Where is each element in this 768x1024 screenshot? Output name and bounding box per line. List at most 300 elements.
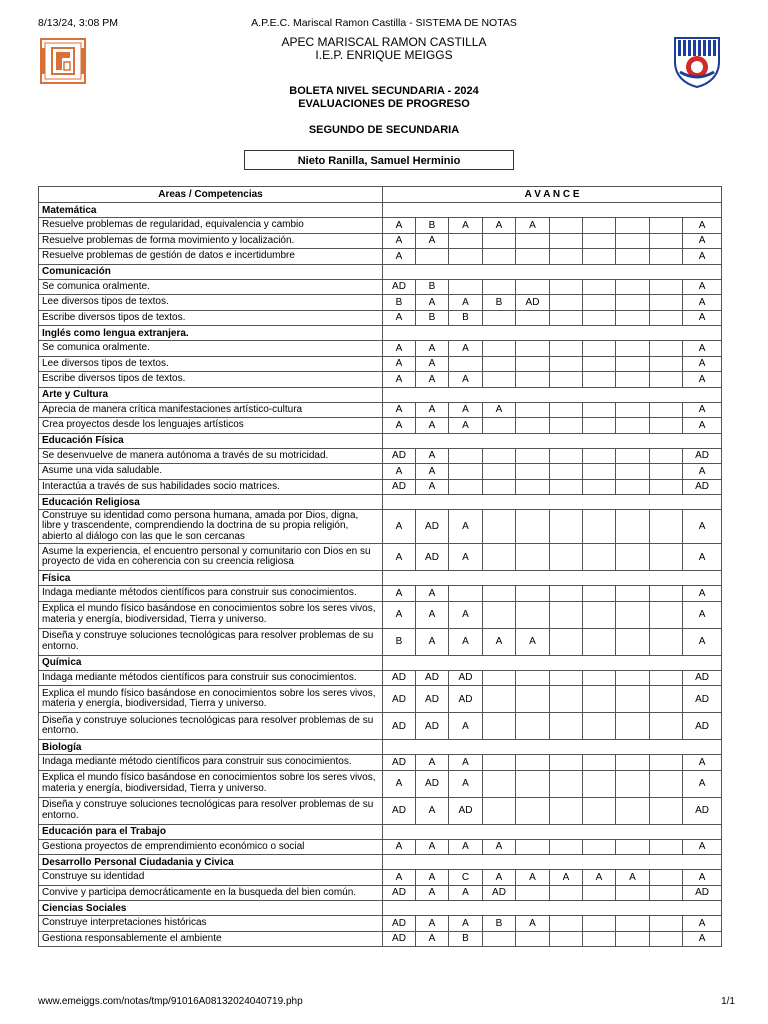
grade-cell [650,755,683,771]
grade-cell [483,931,516,947]
grade-cell: A [383,418,416,434]
grade-cell [583,931,616,947]
grade-cell: A [449,341,483,357]
grade-cell [583,372,616,388]
grade-cell [616,279,650,295]
competency-row [39,686,722,713]
grade-cell: AD [416,670,449,686]
grade-cell [650,586,683,602]
grade-cell: AD [383,885,416,901]
grade-cell [516,479,550,495]
grade-cell [583,310,616,326]
grade-cell: A [449,628,483,655]
grades-table [38,186,722,947]
grade-cell [583,510,616,544]
grade-cell [616,418,650,434]
grade-cell [550,233,583,249]
grade-cell: A [383,510,416,544]
grade-cell: A [416,233,449,249]
grade-cell [516,670,550,686]
grade-cell [550,218,583,234]
grade-cell [516,797,550,824]
grade-cell: AD [416,713,449,740]
grade-cell [650,870,683,886]
grade-cell [650,839,683,855]
grade-cell [583,755,616,771]
area-name: Matemática [39,203,383,218]
grade-cell: B [483,295,516,311]
grade-cell: A [449,402,483,418]
print-page-title: A.P.E.C. Mariscal Ramon Castilla - SISTEMA DE NOTAS [251,17,517,29]
grade-cell: A [416,870,449,886]
area-row [39,740,722,755]
grade-cell [483,279,516,295]
area-row-blank [383,824,722,839]
grade-cell [550,755,583,771]
grade-cell [583,341,616,357]
grade-cell: A [416,479,449,495]
header-avance: A V A N C E [383,187,722,203]
competency-row [39,755,722,771]
grade-cell: A [416,885,449,901]
area-row-blank [383,655,722,670]
grade-cell: A [583,870,616,886]
grade-cell [583,218,616,234]
grade-cell [516,544,550,571]
grade-cell [516,310,550,326]
grade-cell [550,372,583,388]
grade-cell: B [449,931,483,947]
grade-cell [650,372,683,388]
grade-cell: A [416,839,449,855]
grade-cell [650,916,683,932]
competency-row [39,797,722,824]
competency-name: Indaga mediante métodos científicos para construir sus conocimientos. [39,586,383,602]
school-subname: I.E.P. ENRIQUE MEIGGS [315,48,453,62]
grade-cell: A [383,464,416,480]
grade-cell [650,686,683,713]
competency-row [39,402,722,418]
grade-cell [583,479,616,495]
grade-cell: AD [383,479,416,495]
area-name: Comunicación [39,264,383,279]
grade-cell [616,670,650,686]
grade-cell [516,372,550,388]
grade-cell: AD [516,295,550,311]
grade-cell [583,839,616,855]
grade-cell [550,686,583,713]
grade-cell: A [383,601,416,628]
final-grade-cell: AD [683,797,722,824]
grade-cell [650,295,683,311]
grade-cell [583,601,616,628]
grade-cell: A [383,770,416,797]
grade-cell: A [449,544,483,571]
grade-cell [583,544,616,571]
grade-cell [516,448,550,464]
area-row [39,571,722,586]
grade-cell: AD [416,686,449,713]
header-areas-competencias: Areas / Competencias [39,187,383,203]
grade-cell [516,464,550,480]
grade-cell [483,249,516,265]
competency-name: Lee diversos tipos de textos. [39,295,383,311]
grade-cell [650,770,683,797]
competency-row [39,670,722,686]
final-grade-cell: A [683,931,722,947]
grade-cell: AD [416,544,449,571]
grade-cell: AD [383,670,416,686]
area-row-blank [383,203,722,218]
grade-cell [550,402,583,418]
grade-cell [483,510,516,544]
grade-cell [650,797,683,824]
grade-cell: AD [383,916,416,932]
grade-cell: B [416,218,449,234]
grade-cell [583,295,616,311]
grade-cell [550,544,583,571]
area-row-blank [383,326,722,341]
grade-cell: A [449,601,483,628]
final-grade-cell: A [683,356,722,372]
competency-row [39,218,722,234]
grade-cell [483,601,516,628]
grade-cell: A [383,356,416,372]
competency-name: Construye interpretaciones históricas [39,916,383,932]
grade-cell: A [416,341,449,357]
grade-cell [483,464,516,480]
footer-page-number: 1/1 [721,996,735,1007]
grade-cell: AD [383,279,416,295]
area-row [39,824,722,839]
footer-url: www.emeiggs.com/notas/tmp/91016A08132024040719.php [38,996,303,1007]
grade-cell: AD [416,770,449,797]
grade-cell [483,479,516,495]
grade-cell [550,670,583,686]
competency-name: Diseña y construye soluciones tecnológicas para resolver problemas de su entorno. [39,797,383,824]
grade-cell [583,233,616,249]
grade-cell [483,372,516,388]
competency-row [39,249,722,265]
final-grade-cell: A [683,544,722,571]
final-grade-cell: A [683,341,722,357]
final-grade-cell: AD [683,448,722,464]
grade-cell: A [383,341,416,357]
competency-name: Construye su identidad [39,870,383,886]
grade-cell [616,233,650,249]
final-grade-cell: A [683,295,722,311]
grade-cell [550,931,583,947]
grade-cell [550,356,583,372]
grade-cell [650,479,683,495]
grade-cell [483,797,516,824]
competency-row [39,464,722,480]
area-row [39,326,722,341]
competency-name: Asume la experiencia, el encuentro personal y comunitario con Dios en su proyecto de vida en coherencia con su creencia religiosa [39,544,383,571]
grade-cell [516,402,550,418]
grade-cell: A [383,402,416,418]
grade-cell: A [383,839,416,855]
grade-cell [616,686,650,713]
grade-cell: A [416,372,449,388]
final-grade-cell: A [683,233,722,249]
grade-cell: B [483,916,516,932]
competency-row [39,356,722,372]
grade-cell [550,418,583,434]
grade-cell [516,713,550,740]
grade-cell [616,916,650,932]
grade-cell: B [449,310,483,326]
grade-cell [616,218,650,234]
grade-cell [583,686,616,713]
grade-cell: A [616,870,650,886]
grade-cell [516,755,550,771]
area-row-blank [383,433,722,448]
grade-cell [516,770,550,797]
grade-cell [650,448,683,464]
grade-cell [650,713,683,740]
grade-cell [583,464,616,480]
area-row [39,655,722,670]
grade-cell [616,356,650,372]
area-name: Química [39,655,383,670]
grade-cell [616,755,650,771]
grade-cell [616,448,650,464]
grade-cell [550,310,583,326]
grade-cell: A [449,713,483,740]
grade-cell [550,586,583,602]
grade-cell [616,310,650,326]
grade-cell [650,249,683,265]
grade-cell: A [416,418,449,434]
final-grade-cell: A [683,249,722,265]
competency-name: Asume una vida saludable. [39,464,383,480]
grade-cell [550,770,583,797]
competency-name: Se comunica oralmente. [39,341,383,357]
grade-cell [616,402,650,418]
area-row-blank [383,387,722,402]
final-grade-cell: A [683,279,722,295]
grade-cell [616,464,650,480]
final-grade-cell: A [683,310,722,326]
final-grade-cell: AD [683,713,722,740]
grade-cell: AD [383,797,416,824]
grade-cell [449,356,483,372]
grade-cell [583,402,616,418]
grade-cell [516,601,550,628]
area-name: Desarrollo Personal Ciudadania y Civica [39,855,383,870]
grade-cell: A [416,797,449,824]
grade-cell [650,218,683,234]
competency-name: Se desenvuelve de manera autónoma a través de su motricidad. [39,448,383,464]
competency-name: Se comunica oralmente. [39,279,383,295]
grade-cell: A [416,448,449,464]
final-grade-cell: A [683,586,722,602]
grade-cell [583,885,616,901]
grade-cell [650,279,683,295]
grade-cell [616,770,650,797]
competency-row [39,372,722,388]
grade-cell [616,628,650,655]
grade-cell [550,341,583,357]
grade-cell [550,839,583,855]
competency-name: Explica el mundo físico basándose en conocimientos sobre los seres vivos, materia y energía, biodiversidad, Tierra y universo. [39,601,383,628]
grade-cell [583,356,616,372]
competency-name: Resuelve problemas de forma movimiento y localización. [39,233,383,249]
final-grade-cell: AD [683,686,722,713]
grade-cell [650,356,683,372]
area-row [39,495,722,510]
grade-cell [550,510,583,544]
competency-name: Escribe diversos tipos de textos. [39,310,383,326]
area-row [39,387,722,402]
grade-cell: B [383,628,416,655]
grade-cell: A [516,870,550,886]
competency-row [39,885,722,901]
grade-cell [616,713,650,740]
grade-cell [416,249,449,265]
grade-cell [583,586,616,602]
grade-cell: A [383,310,416,326]
final-grade-cell: A [683,755,722,771]
competency-name: Gestiona responsablemente el ambiente [39,931,383,947]
competency-row [39,628,722,655]
grade-cell [483,544,516,571]
grade-cell [550,885,583,901]
grade-cell: AD [383,448,416,464]
grade-cell [483,356,516,372]
grade-cell [650,310,683,326]
grade-cell [616,931,650,947]
grade-cell [616,839,650,855]
grade-cell [483,310,516,326]
grade-cell [616,341,650,357]
area-row-blank [383,740,722,755]
grade-cell: A [383,544,416,571]
grade-cell [616,601,650,628]
final-grade-cell: A [683,402,722,418]
final-grade-cell: AD [683,885,722,901]
grade-cell [650,670,683,686]
grade-cell: A [383,218,416,234]
grade-cell [550,464,583,480]
grade-cell [449,586,483,602]
grade-cell [516,931,550,947]
grade-cell [550,249,583,265]
grade-cell: A [416,755,449,771]
grade-cell: AD [383,931,416,947]
grade-cell: A [449,885,483,901]
grade-cell: A [449,916,483,932]
grade-cell [583,628,616,655]
final-grade-cell: A [683,839,722,855]
grade-cell [550,448,583,464]
grade-cell [483,686,516,713]
area-row-blank [383,901,722,916]
grade-cell: A [483,218,516,234]
area-row [39,203,722,218]
grade-cell: A [416,295,449,311]
grade-cell [483,755,516,771]
grade-cell [516,418,550,434]
grade-cell: A [383,586,416,602]
competency-name: Gestiona proyectos de emprendimiento económico o social [39,839,383,855]
grade-cell [550,916,583,932]
grade-cell: A [383,249,416,265]
grade-cell: A [383,870,416,886]
grade-cell: A [416,356,449,372]
grade-cell [616,544,650,571]
grade-cell: A [516,628,550,655]
grade-cell: A [416,586,449,602]
grade-cell: A [416,916,449,932]
grade-cell [650,601,683,628]
competency-row [39,839,722,855]
final-grade-cell: A [683,464,722,480]
competency-row [39,479,722,495]
grade-cell [483,770,516,797]
grade-cell: A [483,402,516,418]
grade-cell: B [416,279,449,295]
grade-cell: A [516,218,550,234]
competency-row [39,341,722,357]
competency-row [39,510,722,544]
competency-row [39,770,722,797]
grade-cell: A [449,839,483,855]
grade-cell [516,356,550,372]
competency-name: Explica el mundo físico basándose en conocimientos sobre los seres vivos, materia y energía, biodiversidad, Tierra y universo. [39,770,383,797]
grade-cell [650,628,683,655]
grade-cell [583,249,616,265]
grade-cell: B [416,310,449,326]
area-name: Educación para el Trabajo [39,824,383,839]
grade-cell [583,713,616,740]
grade-cell [650,402,683,418]
competency-name: Construye su identidad como persona humana, amada por Dios, digna, libre y trascendente, comprendiendo la doctrina de su propia religión, abierto al diálogo con las que le son cercanas [39,510,383,544]
report-title: BOLETA NIVEL SECUNDARIA - 2024 [289,85,479,97]
grade-cell: A [483,839,516,855]
grade-cell [550,628,583,655]
final-grade-cell: A [683,770,722,797]
grade-cell [583,448,616,464]
final-grade-cell: A [683,218,722,234]
competency-name: Resuelve problemas de gestión de datos e incertidumbre [39,249,383,265]
grade-cell [550,295,583,311]
competency-name: Aprecia de manera crítica manifestaciones artístico-cultura [39,402,383,418]
grade-cell [550,797,583,824]
grade-cell [550,601,583,628]
grade-cell [516,233,550,249]
area-name: Arte y Cultura [39,387,383,402]
grade-cell [583,797,616,824]
competency-row [39,916,722,932]
grade-cell [516,510,550,544]
grade-cell: A [383,233,416,249]
grade-cell [616,797,650,824]
competency-row [39,295,722,311]
grade-cell [483,341,516,357]
competency-row [39,870,722,886]
grade-cell [650,418,683,434]
grade-cell [449,249,483,265]
grade-cell: C [449,870,483,886]
competency-row [39,448,722,464]
competency-name: Lee diversos tipos de textos. [39,356,383,372]
competency-name: Indaga mediante método científicos para construir sus conocimientos. [39,755,383,771]
final-grade-cell: AD [683,670,722,686]
grade-cell [516,341,550,357]
grade-cell [616,586,650,602]
